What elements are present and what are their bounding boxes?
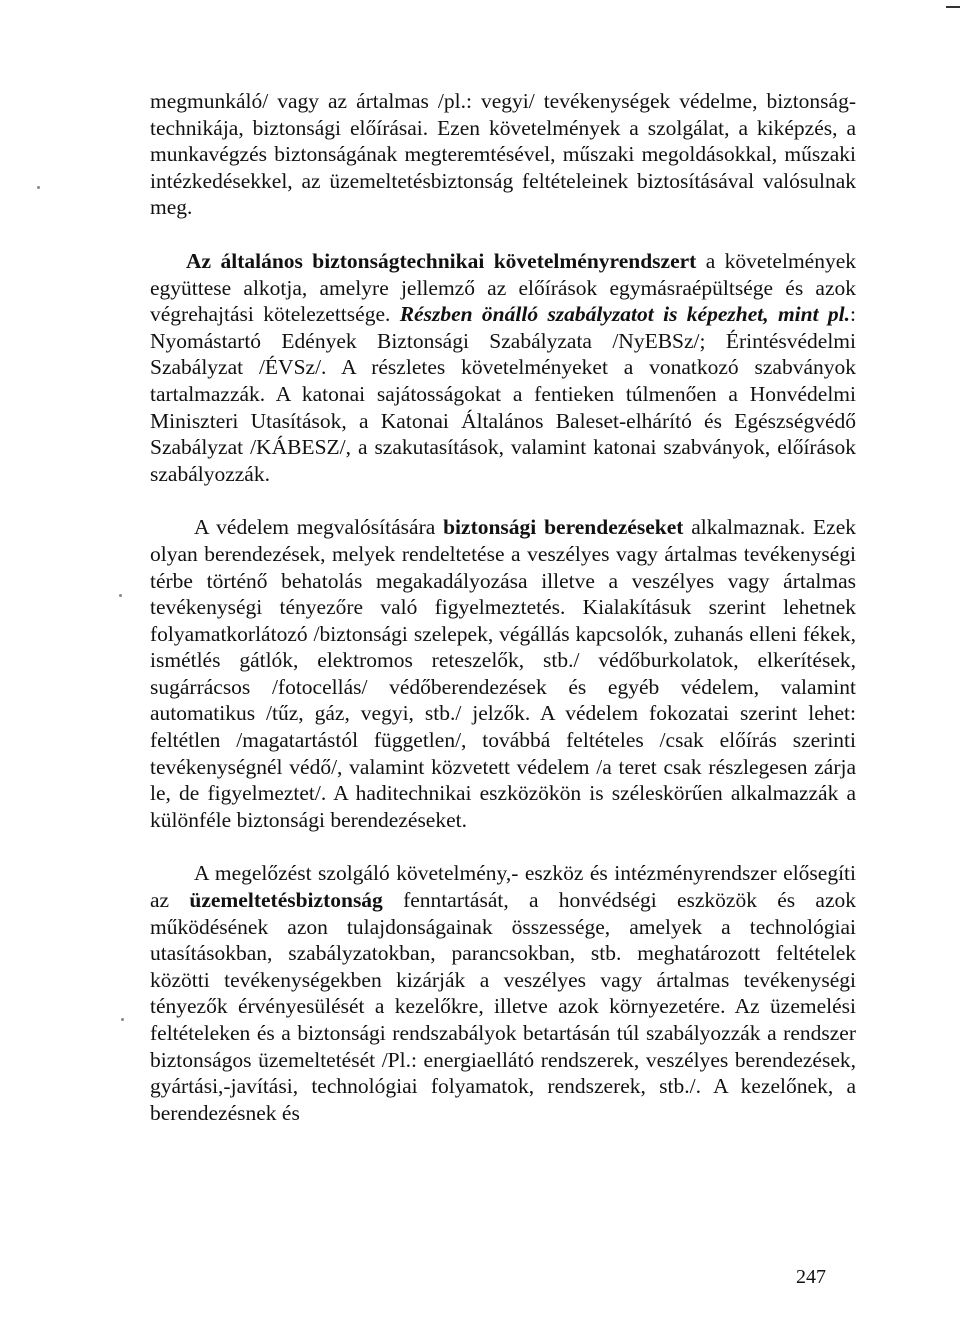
text-run: a követelmények együttese alkotja, amelyre jellemző az előírások egymásraépültsége és azok végrehajtási kötelezettsége. (150, 248, 857, 327)
emphasized-text: üzemeltetésbiztonság (189, 888, 383, 913)
text-run: megmunkáló/ vagy az ártalmas /pl.: vegyi/ tevékenységek védelme, biztonság- technikája, biztonsági előírásai. Ezen követelmények a szolgálat, a kiképzés, a munkavégzés biztonságának megteremtésével, műszaki megoldásokkal, műszaki intézkedésekkel, az üzemeltetésbiztonság feltételeinek biztosításával valósulnak meg. (150, 89, 856, 220)
paragraph-operational-safety (150, 860, 856, 1126)
text-run: fenntartását, a honvédségi eszközök és azok működésének azon tulajdonságainak összessége, amelyek a technológiai utasításokban, szabályzatokban, parancsokban, stb. meghatározott feltételek közötti tevékenységekben kizárják a veszélyes vagy ártalmas tevékenységi tényezők érvényesülését a kezelőkre, illetve azok környezetére. Az üzemelési feltételeken és a biztonsági rendszabályok betartásán túl szabályozzák a rendszer biztonságos üzemeltetését /Pl.: energiaellátó rendszerek, veszélyes berendezések, gyártási,-javítási, technológiai folyamatok, rendszerek, stb./. A kezelőnek, a berendezésnek és (150, 888, 856, 1125)
scan-speck (119, 594, 122, 597)
text-run: A védelem megvalósítására (194, 515, 444, 540)
paragraph-safety-devices (150, 514, 856, 833)
scan-speck (121, 1018, 124, 1021)
emphasized-text: Részben önálló szabályzatot is képezhet, mint pl. (399, 302, 851, 327)
text-run: alkalmaznak. Ezek olyan berendezések, melyek rendeltetése a veszélyes vagy ártalmas tevékenységi térbe történő behatolás megakadályozása illetve a veszélyes vagy ártalmas tevékenységi tényezőre való figyelmeztetés. Kialakításuk szerint lehetnek folyamatkorlátozó /biztonsági szelepek, végállás kapcsolók, zuhanás elleni fékek, ismétlés gátlók, elektromos reteszelők, stb./ védőburkolatok, elkerítések, sugárrácsos /fotocellás/ védőberendezések és egyéb védelem, valamint automatikus /tűz, gáz, vegyi, stb./ jelzők. A védelem fokozatai szerint lehet: feltétlen /magatartástól független/, továbbá feltételes /csak előírás szerinti tevékenységnél védő/, valamint közvetett védelem /a teret csak részlegesen zárja le, de figyelmeztet/. A haditechnikai eszközökön is széleskörűen alkalmazzák a különféle biztonsági berendezéseket. (150, 515, 856, 832)
document-page (150, 88, 856, 1153)
emphasized-text: biztonsági berendezéseket (443, 515, 684, 540)
text-run: A megelőzést szolgáló követelmény,- eszköz és intézményrendszer elősegíti az (150, 861, 856, 913)
scan-corner-mark (946, 6, 960, 8)
scan-speck (37, 186, 40, 189)
paragraph-general-requirements (150, 248, 856, 487)
emphasized-text: Az általános biztonságtechnikai követelményrendszert (186, 248, 697, 273)
paragraph-safety-techniques (150, 88, 856, 221)
page-number: 247 (796, 1266, 826, 1288)
text-run: : Nyomástartó Edények Biztonsági Szabályzata /NyEBSz/; Érintésvédelmi Szabályzat /ÉVSz/. A részletes követelményeket a vonatkozó szabványok tartalmazzák. A katonai sajátosságokat a fentieken túlmenően a Honvédelmi Miniszteri Utasítások, a Katonai Általános Baleset-elhárító és Egészségvédő Szabályzat /KÁBESZ/, a szakutasítások, valamint katonai szabványok, előírások szabályozzák. (150, 302, 857, 486)
